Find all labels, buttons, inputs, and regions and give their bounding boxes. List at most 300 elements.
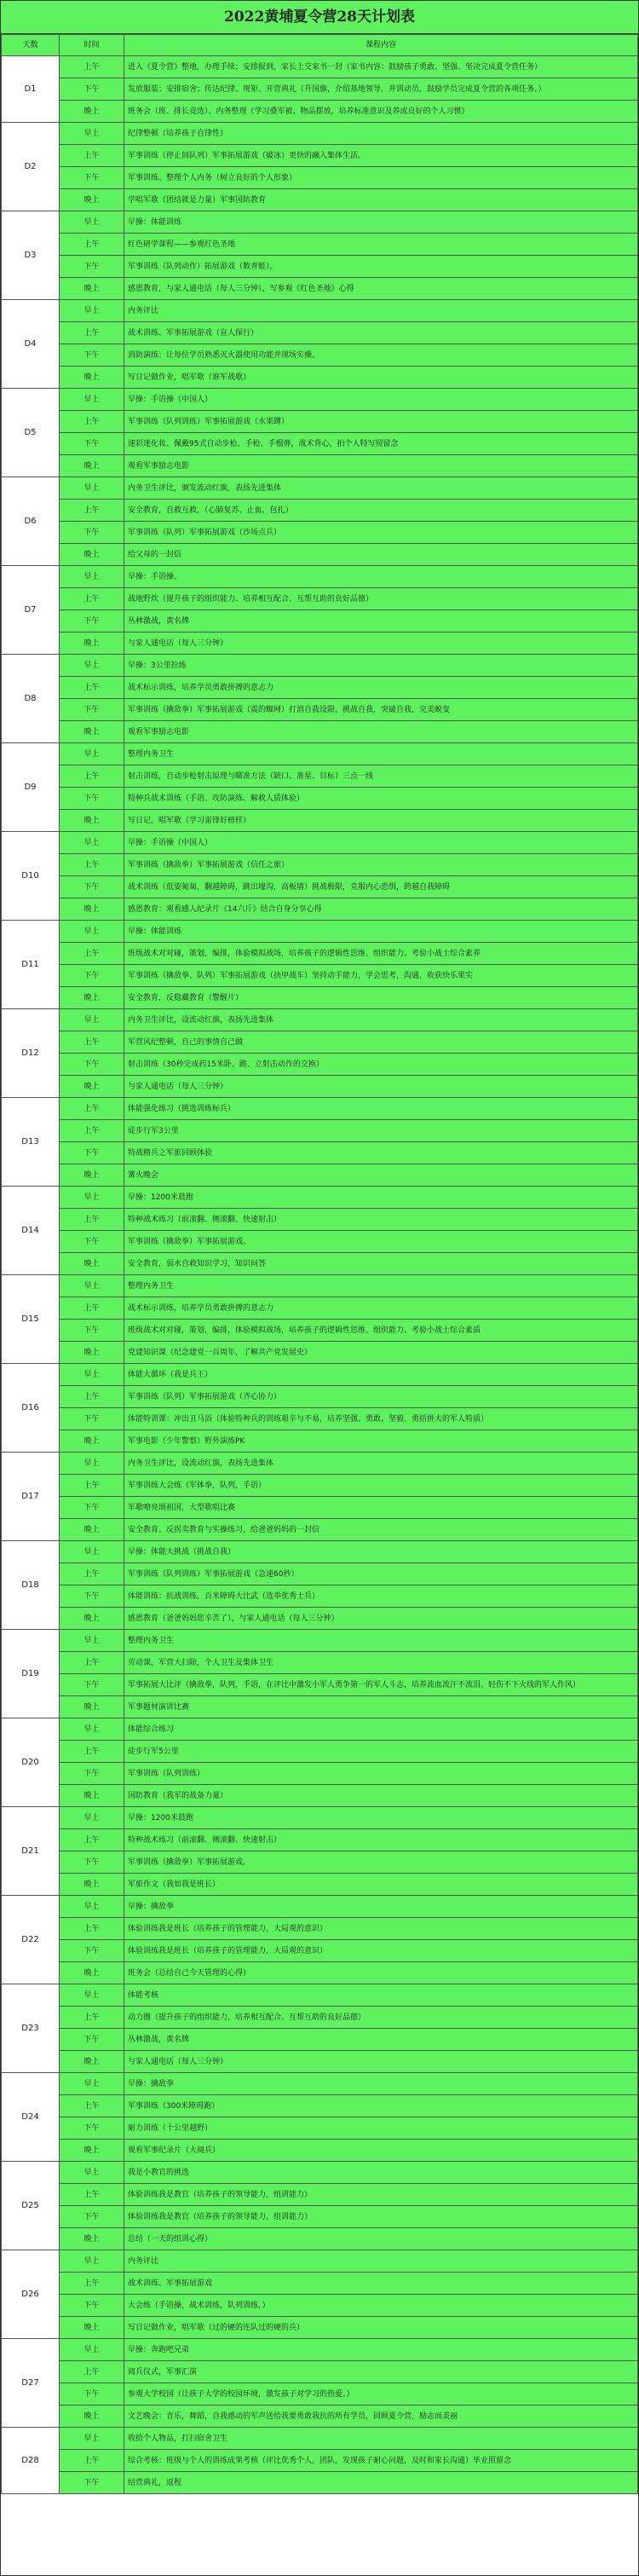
table-row bbox=[2, 965, 638, 987]
day-cell: D13 bbox=[2, 1098, 60, 1187]
table-row bbox=[2, 1785, 638, 1807]
day-cell: D2 bbox=[2, 123, 60, 211]
time-cell: 早上 bbox=[60, 655, 124, 677]
time-cell: 早上 bbox=[60, 2250, 124, 2273]
content-cell: 观看军事纪录片（大阅兵） bbox=[124, 2140, 638, 2162]
table-row bbox=[2, 921, 638, 943]
content-cell: 进入《夏令营》整地，办理手续；安排报到，家长上交家书一封（家书内容：鼓励孩子勇敢、坚强、坚决完成夏令营任务） bbox=[124, 56, 638, 78]
table-row bbox=[2, 2273, 638, 2295]
time-cell: 上午 bbox=[60, 145, 124, 167]
table-row bbox=[2, 1009, 638, 1031]
time-cell: 下午 bbox=[60, 1940, 124, 1962]
day-cell: D25 bbox=[2, 2162, 60, 2250]
table-row bbox=[2, 300, 638, 322]
time-cell: 上午 bbox=[60, 854, 124, 876]
table-row bbox=[2, 876, 638, 898]
table-row bbox=[2, 1076, 638, 1098]
day-cell: D17 bbox=[2, 1453, 60, 1541]
content-cell: 阅兵仪式，军事汇演 bbox=[124, 2361, 638, 2383]
table-row bbox=[2, 433, 638, 455]
time-cell: 上午 bbox=[60, 322, 124, 344]
time-cell: 上午 bbox=[60, 411, 124, 433]
content-cell: 劳动课，军营大扫除，个人卫生及集体卫生 bbox=[124, 1652, 638, 1674]
time-cell: 晚上 bbox=[60, 810, 124, 832]
time-cell: 上午 bbox=[60, 1563, 124, 1585]
table-row bbox=[2, 2140, 638, 2162]
time-cell: 下午 bbox=[60, 2472, 124, 2494]
table-row bbox=[2, 455, 638, 477]
table-row bbox=[2, 2472, 638, 2494]
table-row bbox=[2, 1164, 638, 1187]
day-cell: D10 bbox=[2, 832, 60, 921]
table-row bbox=[2, 566, 638, 588]
day-cell: D4 bbox=[2, 300, 60, 389]
table-row bbox=[2, 1585, 638, 1608]
day-cell: D22 bbox=[2, 1896, 60, 1984]
content-cell: 早操：奔跑吧兄弟 bbox=[124, 2339, 638, 2361]
content-cell: 体能特训课：冲出丑马浴（体验特种兵的训练艰辛与不易，培养坚强、勇敢、坚毅、勇括拼夫的军人特质） bbox=[124, 1408, 638, 1430]
time-cell: 早上 bbox=[60, 1275, 124, 1297]
table-row bbox=[2, 1253, 638, 1275]
content-cell: 军事训练（队列训练） bbox=[124, 1763, 638, 1785]
table-row bbox=[2, 2228, 638, 2250]
table-row bbox=[2, 1342, 638, 1364]
time-cell: 晚上 bbox=[60, 898, 124, 921]
table-row bbox=[2, 411, 638, 433]
table-row bbox=[2, 1408, 638, 1430]
table-row bbox=[2, 1741, 638, 1763]
table-row bbox=[2, 2361, 638, 2383]
table-row bbox=[2, 1652, 638, 1674]
content-cell: 军事训练、整理个人内务（树立良好的个人形象） bbox=[124, 167, 638, 189]
content-cell: 军事拓展大比评（擒敌拳，队列，手语，在评比中激发小军人勇争第一的军人斗志，培养流血流汗不流泪、轻伤不下火线的军人作风） bbox=[124, 1674, 638, 1696]
table-row bbox=[2, 123, 638, 145]
time-cell: 上午 bbox=[60, 677, 124, 699]
time-cell: 早上 bbox=[60, 2073, 124, 2095]
time-cell: 晚上 bbox=[60, 101, 124, 123]
time-cell: 上午 bbox=[60, 2273, 124, 2295]
table-row bbox=[2, 522, 638, 544]
table-row bbox=[2, 721, 638, 743]
content-cell: 军事训练（队列）军事拓展游戏（沙场点兵） bbox=[124, 522, 638, 544]
table-row bbox=[2, 322, 638, 344]
time-cell: 下午 bbox=[60, 1054, 124, 1076]
content-cell: 文艺晚会：音乐，舞蹈，自我感动的军声送给我要勇敢我抗的所有学员，回顾夏令营，励志而美丽 bbox=[124, 2406, 638, 2428]
content-cell: 综合考核：班级与个人的训练成果考核（评比优秀个人，团队，发现孩子耐心问题，及时和家长沟通）毕业照留念 bbox=[124, 2450, 638, 2472]
time-cell: 晚上 bbox=[60, 632, 124, 655]
table-row bbox=[2, 500, 638, 522]
content-cell: 体能训练：抗战训练，百米障碍大比武（选举优秀士兵） bbox=[124, 1585, 638, 1608]
day-cell: D12 bbox=[2, 1009, 60, 1098]
time-cell: 上午 bbox=[60, 234, 124, 256]
content-cell: 体能考核 bbox=[124, 1984, 638, 2007]
table-row bbox=[2, 1763, 638, 1785]
content-cell: 特种战术练习（前滚翻、侧滚翻、快速射击） bbox=[124, 1829, 638, 1851]
table-row bbox=[2, 1807, 638, 1829]
day-cell: D23 bbox=[2, 1984, 60, 2073]
time-cell: 下午 bbox=[60, 965, 124, 987]
time-cell: 晚上 bbox=[60, 1874, 124, 1896]
time-cell: 上午 bbox=[60, 1475, 124, 1497]
time-cell: 早上 bbox=[60, 2162, 124, 2184]
content-cell: 早操：1200米晨跑 bbox=[124, 1187, 638, 1209]
time-cell: 下午 bbox=[60, 1231, 124, 1253]
content-cell: 军事训练（300米障碍跑） bbox=[124, 2095, 638, 2117]
content-cell: 军事训练（擒敌拳）军事拓展游戏（震的蜘网）打消自我设限，挑战自我，突破自我，完美蜕变 bbox=[124, 699, 638, 721]
content-cell: 与家人通电话（每人三分钟） bbox=[124, 632, 638, 655]
day-cell: D16 bbox=[2, 1364, 60, 1453]
table-row bbox=[2, 2206, 638, 2228]
content-cell: 早操：3公里拉练 bbox=[124, 655, 638, 677]
time-cell: 晚上 bbox=[60, 278, 124, 300]
day-cell: D27 bbox=[2, 2339, 60, 2428]
content-cell: 射击训练（30秒完成药15米卧、跪、立射击动作的交换） bbox=[124, 1054, 638, 1076]
time-cell: 晚上 bbox=[60, 544, 124, 566]
content-cell: 内务卫生评比，设流动红旗，表扬先进集体 bbox=[124, 1009, 638, 1031]
table-row bbox=[2, 1519, 638, 1541]
table-row bbox=[2, 1054, 638, 1076]
time-cell: 早上 bbox=[60, 2428, 124, 2450]
time-cell: 早上 bbox=[60, 832, 124, 854]
time-cell: 早上 bbox=[60, 1807, 124, 1829]
schedule-body bbox=[2, 56, 638, 2494]
time-cell: 下午 bbox=[60, 522, 124, 544]
day-cell: D11 bbox=[2, 921, 60, 1009]
content-cell: 军事训练大会练（军体拳，队列，手语） bbox=[124, 1475, 638, 1497]
time-cell: 上午 bbox=[60, 1652, 124, 1674]
time-cell: 早上 bbox=[60, 1984, 124, 2007]
table-row bbox=[2, 2450, 638, 2472]
table-row bbox=[2, 1320, 638, 1342]
day-cell: D19 bbox=[2, 1630, 60, 1718]
table-row bbox=[2, 2073, 638, 2095]
content-cell: 写日记做作业，唱军歌（过的硬的连队过的硬的兵） bbox=[124, 2317, 638, 2339]
time-cell: 上午 bbox=[60, 2450, 124, 2472]
content-cell: 整理内务卫生 bbox=[124, 1630, 638, 1652]
content-cell: 早操：手语操（中国人） bbox=[124, 389, 638, 411]
time-cell: 早上 bbox=[60, 1364, 124, 1386]
table-row bbox=[2, 743, 638, 765]
table-row bbox=[2, 2406, 638, 2428]
time-cell: 晚上 bbox=[60, 1696, 124, 1718]
content-cell: 军歌嘹亮颂祖国，大型歌唱比赛 bbox=[124, 1497, 638, 1519]
time-cell: 上午 bbox=[60, 1209, 124, 1231]
time-cell: 上午 bbox=[60, 1918, 124, 1940]
time-cell: 晚上 bbox=[60, 1519, 124, 1541]
time-cell: 下午 bbox=[60, 2117, 124, 2140]
content-cell: 军事训练（擒敌拳）军事拓展游戏。 bbox=[124, 1851, 638, 1874]
content-cell: 军事训练（队列）军事拓展游戏（齐心协力） bbox=[124, 1386, 638, 1408]
content-cell: 军事电影（少年警察）野外演练PK bbox=[124, 1430, 638, 1453]
day-cell: D3 bbox=[2, 211, 60, 300]
content-cell: 内务评比 bbox=[124, 300, 638, 322]
table-header-row bbox=[2, 35, 638, 56]
content-cell: 安全教育、反拐卖教育与实操练习，给爸爸妈妈的一封信 bbox=[124, 1519, 638, 1541]
content-cell: 内务卫生评比，颁发流动红旗，表扬先进集体 bbox=[124, 477, 638, 500]
table-row bbox=[2, 1297, 638, 1320]
table-row bbox=[2, 1187, 638, 1209]
time-cell: 上午 bbox=[60, 1386, 124, 1408]
table-row bbox=[2, 2250, 638, 2273]
table-row bbox=[2, 1098, 638, 1120]
table-row bbox=[2, 788, 638, 810]
table-row bbox=[2, 2317, 638, 2339]
content-cell: 整理内务卫生 bbox=[124, 743, 638, 765]
time-cell: 下午 bbox=[60, 1497, 124, 1519]
content-cell: 军事训练（队列训练）军事拓展游戏（水果蹲） bbox=[124, 411, 638, 433]
time-cell: 上午 bbox=[60, 1829, 124, 1851]
time-cell: 下午 bbox=[60, 1851, 124, 1874]
time-cell: 早上 bbox=[60, 743, 124, 765]
content-cell: 战术训练、军事拓展游戏（盲人探行） bbox=[124, 322, 638, 344]
time-cell: 下午 bbox=[60, 876, 124, 898]
time-cell: 晚上 bbox=[60, 1342, 124, 1364]
day-cell: D18 bbox=[2, 1541, 60, 1630]
day-cell: D28 bbox=[2, 2428, 60, 2494]
content-cell: 写日记做作业，唱军歌（谁军战歌） bbox=[124, 367, 638, 389]
table-row bbox=[2, 677, 638, 699]
header-time: 时间 bbox=[60, 35, 124, 56]
content-cell: 徒步行军3公里 bbox=[124, 1120, 638, 1142]
table-row bbox=[2, 1497, 638, 1519]
day-cell: D1 bbox=[2, 56, 60, 123]
content-cell: 军事训练（擒敌拳）军事拓展游戏。 bbox=[124, 1231, 638, 1253]
time-cell: 早上 bbox=[60, 1453, 124, 1475]
time-cell: 下午 bbox=[60, 788, 124, 810]
content-cell: 安全教育，弱水自救知识学习，知识问答 bbox=[124, 1253, 638, 1275]
time-cell: 下午 bbox=[60, 1142, 124, 1164]
day-cell: D20 bbox=[2, 1718, 60, 1807]
content-cell: 参观大学校园（让孩子大学的校园环境，激发孩子对学习的热爱。） bbox=[124, 2383, 638, 2406]
day-cell: D5 bbox=[2, 389, 60, 477]
time-cell: 晚上 bbox=[60, 367, 124, 389]
time-cell: 上午 bbox=[60, 1297, 124, 1320]
time-cell: 下午 bbox=[60, 167, 124, 189]
time-cell: 下午 bbox=[60, 78, 124, 101]
time-cell: 晚上 bbox=[60, 1962, 124, 1984]
time-cell: 下午 bbox=[60, 1763, 124, 1785]
table-row bbox=[2, 389, 638, 411]
time-cell: 上午 bbox=[60, 2095, 124, 2117]
content-cell: 早操：体能训练 bbox=[124, 921, 638, 943]
time-cell: 晚上 bbox=[60, 1430, 124, 1453]
table-row bbox=[2, 2428, 638, 2450]
table-row bbox=[2, 477, 638, 500]
content-cell: 速彩迷化妆、佩戴95式自动步枪、手枪、手榴弹，战术背心，拍个人特写照留念 bbox=[124, 433, 638, 455]
table-row bbox=[2, 56, 638, 78]
time-cell: 早上 bbox=[60, 477, 124, 500]
time-cell: 晚上 bbox=[60, 2317, 124, 2339]
time-cell: 晚上 bbox=[60, 1076, 124, 1098]
time-cell: 下午 bbox=[60, 1674, 124, 1696]
content-cell: 消防演练：让每位学员熟悉灭火器使用功能并现场实操。 bbox=[124, 344, 638, 367]
time-cell: 早上 bbox=[60, 1187, 124, 1209]
time-cell: 晚上 bbox=[60, 189, 124, 211]
content-cell: 安全教育，自救互救，（心肺复苏、止血、包扎） bbox=[124, 500, 638, 522]
page-title: 2022黄埔夏令营28天计划表 bbox=[1, 1, 638, 34]
content-cell: 整理内务卫生 bbox=[124, 1275, 638, 1297]
table-row bbox=[2, 1940, 638, 1962]
content-cell: 国防教育（我军的战备力量） bbox=[124, 1785, 638, 1807]
table-row bbox=[2, 1829, 638, 1851]
time-cell: 上午 bbox=[60, 588, 124, 610]
content-cell: 内务评比 bbox=[124, 2250, 638, 2273]
content-cell: 体能综合练习 bbox=[124, 1718, 638, 1741]
table-row bbox=[2, 1453, 638, 1475]
schedule-table bbox=[1, 34, 638, 2494]
table-row bbox=[2, 1120, 638, 1142]
content-cell: 安全教育，反稳藏教育（警醒片） bbox=[124, 987, 638, 1009]
content-cell: 总结（一天的组训心得） bbox=[124, 2228, 638, 2250]
content-cell: 战术标示训练，培养学员勇敢拼搏的意志力 bbox=[124, 1297, 638, 1320]
table-row bbox=[2, 1209, 638, 1231]
time-cell: 下午 bbox=[60, 2206, 124, 2228]
content-cell: 与家人通电话（每人三分钟） bbox=[124, 2051, 638, 2073]
content-cell: 观看军事励志电影 bbox=[124, 455, 638, 477]
table-row bbox=[2, 1430, 638, 1453]
table-row bbox=[2, 2295, 638, 2317]
time-cell: 早上 bbox=[60, 389, 124, 411]
time-cell: 下午 bbox=[60, 1408, 124, 1430]
table-row bbox=[2, 1475, 638, 1497]
table-row bbox=[2, 234, 638, 256]
content-cell: 军事训练（队列动作）拓展游戏（数青蛙）。 bbox=[124, 256, 638, 278]
content-cell: 感恩教育：观看感人纪录片《14六斤》结合自身分享心得 bbox=[124, 898, 638, 921]
content-cell: 收拾个人物品，打扫宿舍卫生 bbox=[124, 2428, 638, 2450]
table-row bbox=[2, 211, 638, 234]
time-cell: 早上 bbox=[60, 1630, 124, 1652]
table-row bbox=[2, 2383, 638, 2406]
time-cell: 晚上 bbox=[60, 1785, 124, 1807]
time-cell: 下午 bbox=[60, 2029, 124, 2051]
table-row bbox=[2, 765, 638, 788]
content-cell: 军事训练（擒敌拳、队列）军事拓展游戏（抉甲战车）坚持动手能力，学会思考，沟通，收获快乐果实 bbox=[124, 965, 638, 987]
content-cell: 耐力训练（十公里越野） bbox=[124, 2117, 638, 2140]
table-row bbox=[2, 1851, 638, 1874]
content-cell: 观看军事励志电影 bbox=[124, 721, 638, 743]
content-cell: 班务会（总结自己今天管理的心得） bbox=[124, 1962, 638, 1984]
content-cell: 班级战术对对碰，策划，编排，体验模拟战场，培养孩子的逻辑性思维、组织能力、考验小战士综合素养 bbox=[124, 943, 638, 965]
time-cell: 早上 bbox=[60, 211, 124, 234]
content-cell: 早操：1200米晨跑 bbox=[124, 1807, 638, 1829]
table-row bbox=[2, 987, 638, 1009]
time-cell: 早上 bbox=[60, 1541, 124, 1563]
time-cell: 晚上 bbox=[60, 2051, 124, 2073]
time-cell: 晚上 bbox=[60, 2406, 124, 2428]
table-row bbox=[2, 1918, 638, 1940]
day-cell: D9 bbox=[2, 743, 60, 832]
time-cell: 上午 bbox=[60, 56, 124, 78]
time-cell: 下午 bbox=[60, 256, 124, 278]
table-row bbox=[2, 898, 638, 921]
content-cell: 军旅作文（我如我是班长） bbox=[124, 1874, 638, 1896]
content-cell: 红色研学课程——参观红色圣地 bbox=[124, 234, 638, 256]
content-cell: 动力圈（提升孩子的组织能力，培养相互配合、互帮互助的良好品德） bbox=[124, 2007, 638, 2029]
time-cell: 早上 bbox=[60, 566, 124, 588]
table-row bbox=[2, 1962, 638, 1984]
content-cell: 早操：手语操、 bbox=[124, 566, 638, 588]
content-cell: 早操：手语操（中国人） bbox=[124, 832, 638, 854]
table-row bbox=[2, 2095, 638, 2117]
content-cell: 内务卫生评比，设流动红旗，表扬先进集体 bbox=[124, 1453, 638, 1475]
table-row bbox=[2, 854, 638, 876]
time-cell: 上午 bbox=[60, 1031, 124, 1054]
time-cell: 早上 bbox=[60, 1009, 124, 1031]
time-cell: 下午 bbox=[60, 1320, 124, 1342]
time-cell: 晚上 bbox=[60, 1253, 124, 1275]
time-cell: 上午 bbox=[60, 765, 124, 788]
day-cell: D6 bbox=[2, 477, 60, 566]
table-row bbox=[2, 1874, 638, 1896]
content-cell: 体能强化练习（挑选训练标兵） bbox=[124, 1098, 638, 1120]
table-row bbox=[2, 1275, 638, 1297]
time-cell: 晚上 bbox=[60, 721, 124, 743]
content-cell: 感恩教育，与家人通电话（每人三分钟），写参观《红色圣地》心得 bbox=[124, 278, 638, 300]
time-cell: 晚上 bbox=[60, 2228, 124, 2250]
day-cell: D8 bbox=[2, 655, 60, 743]
time-cell: 早上 bbox=[60, 1718, 124, 1741]
content-cell: 体验训练我是教官（培养孩子的领导能力，组训能力） bbox=[124, 2184, 638, 2206]
content-cell: 大会练（手语操，战术训练，队列训练，） bbox=[124, 2295, 638, 2317]
content-cell: 战地野炊（提升孩子的组织能力、培养相互配合、互帮互助的良好品德） bbox=[124, 588, 638, 610]
content-cell: 徒步行军5公里 bbox=[124, 1741, 638, 1763]
content-cell: 体验训练我是班长（培养孩子的管理能力，大局观的意识） bbox=[124, 1940, 638, 1962]
content-cell: 给父母的一封信 bbox=[124, 544, 638, 566]
time-cell: 早上 bbox=[60, 921, 124, 943]
table-row bbox=[2, 2162, 638, 2184]
table-row bbox=[2, 1608, 638, 1630]
day-cell: D15 bbox=[2, 1275, 60, 1364]
time-cell: 下午 bbox=[60, 699, 124, 721]
content-cell: 战术标示训练，培养学员勇敢拼搏的意志力 bbox=[124, 677, 638, 699]
content-cell: 丛林激战，黄名牌 bbox=[124, 2029, 638, 2051]
content-cell: 班务会（班、排长竞选）、内务整理（学习叠军被、物品摆放，培养标准意识及养成良好的个人习惯） bbox=[124, 101, 638, 123]
content-cell: 与家人通电话（每人三分钟） bbox=[124, 1076, 638, 1098]
table-row bbox=[2, 1031, 638, 1054]
table-row bbox=[2, 101, 638, 123]
time-cell: 上午 bbox=[60, 2007, 124, 2029]
content-cell: 篝火晚会 bbox=[124, 1164, 638, 1187]
content-cell: 早操：体能训练 bbox=[124, 211, 638, 234]
table-row bbox=[2, 544, 638, 566]
content-cell: 早操：体能大挑战（挑战自我） bbox=[124, 1541, 638, 1563]
table-row bbox=[2, 2051, 638, 2073]
table-row bbox=[2, 1563, 638, 1585]
content-cell: 纪律整顿（培养孩子自律性） bbox=[124, 123, 638, 145]
time-cell: 下午 bbox=[60, 344, 124, 367]
time-cell: 下午 bbox=[60, 1585, 124, 1608]
time-cell: 早上 bbox=[60, 1896, 124, 1918]
content-cell: 发放服装；安排宿舍；传达纪律、规矩、开营典礼（升国旗，介绍基地领导，并训动员，鼓励学员完成夏令营的各项任务。） bbox=[124, 78, 638, 101]
time-cell: 下午 bbox=[60, 2295, 124, 2317]
time-cell: 晚上 bbox=[60, 455, 124, 477]
content-cell: 特种兵战术训练（手语、攻防演练、解救人质体验） bbox=[124, 788, 638, 810]
time-cell: 早上 bbox=[60, 300, 124, 322]
content-cell: 党建知识课（纪念建党一百周年，了解共产党发展史） bbox=[124, 1342, 638, 1364]
time-cell: 上午 bbox=[60, 1120, 124, 1142]
day-cell: D26 bbox=[2, 2250, 60, 2339]
table-row bbox=[2, 344, 638, 367]
table-row bbox=[2, 632, 638, 655]
time-cell: 上午 bbox=[60, 943, 124, 965]
table-row bbox=[2, 610, 638, 632]
time-cell: 早上 bbox=[60, 2339, 124, 2361]
day-cell: D24 bbox=[2, 2073, 60, 2162]
table-row bbox=[2, 1718, 638, 1741]
time-cell: 上午 bbox=[60, 2361, 124, 2383]
table-row bbox=[2, 832, 638, 854]
table-row bbox=[2, 167, 638, 189]
